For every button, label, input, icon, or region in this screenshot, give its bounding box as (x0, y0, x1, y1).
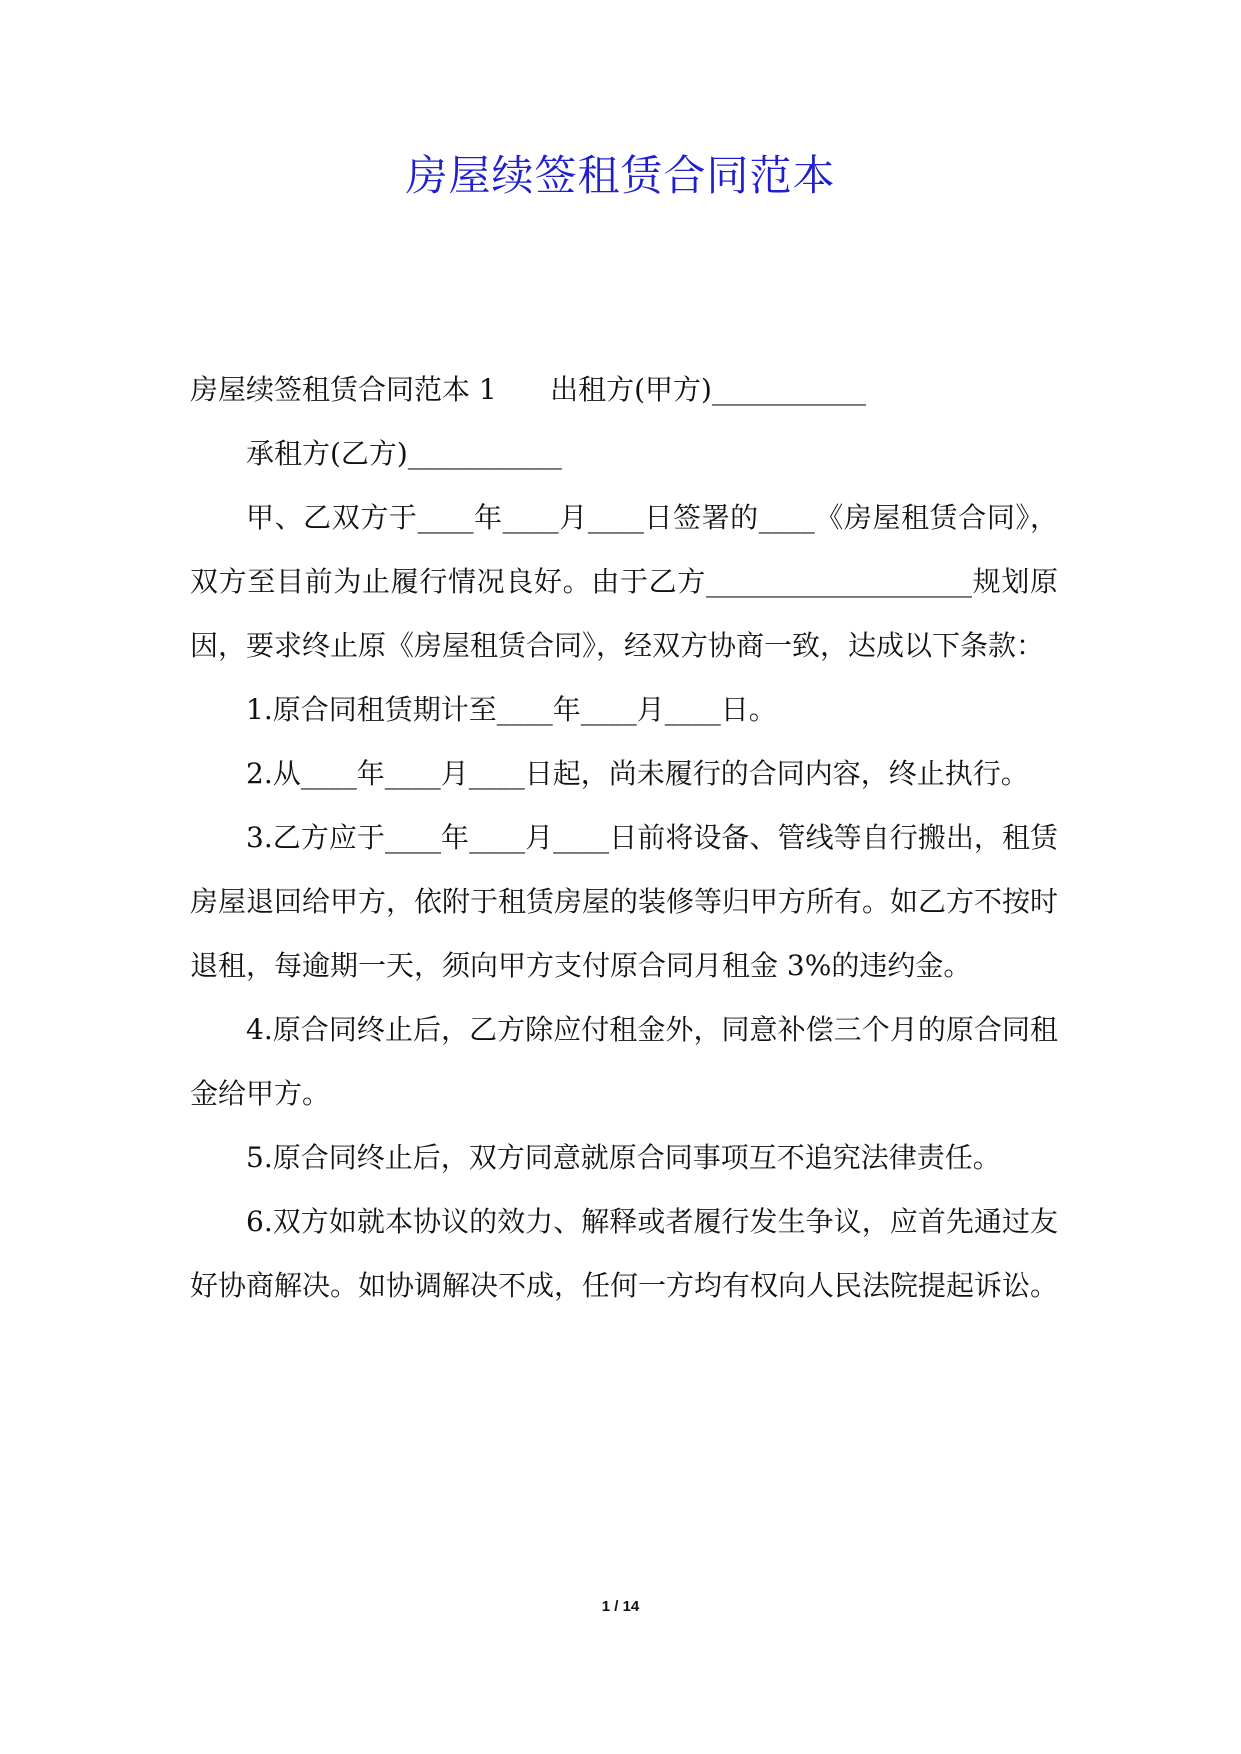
page-number: 1 / 14 (601, 1598, 640, 1615)
clause-1: 1.原合同租赁期计至____年____月____日。 (246, 693, 777, 726)
clause-2: 2.从____年____月____日起，尚未履行的合同内容，终止执行。 (246, 757, 1029, 790)
document-body (190, 358, 1058, 1318)
clause-4: 4.原合同终止后，乙方除应付租金外，同意补偿三个月的原合同租金给甲方。 (190, 1013, 1058, 1110)
paragraph-preamble: 甲、乙双方于____年____月____日签署的____《房屋租赁合同》，双方至目前为止履行情况良好。由于乙方___________________规划原因，要求终止原《房屋租赁合同》，经双方协商一致，达成以下条款： (190, 501, 1058, 662)
paragraph-lessee: 承租方(乙方)___________ (246, 437, 562, 470)
document-title: 房屋续签租赁合同范本 (405, 151, 836, 200)
clause-6: 6.双方如就本协议的效力、解释或者履行发生争议，应首先通过友好协商解决。如协调解决不成，任何一方均有权向人民法院提起诉讼。 (190, 1205, 1059, 1302)
clause-3: 3.乙方应于____年____月____日前将设备、管线等自行搬出，租赁房屋退回给甲方，依附于租赁房屋的装修等归甲方所有。如乙方不按时退租，每逾期一天，须向甲方支付原合同月租金 3%的违约金。 (190, 821, 1059, 982)
clause-5: 5.原合同终止后，双方同意就原合同事项互不追究法律责任。 (246, 1141, 1001, 1174)
paragraph-header-lessor: 房屋续签租赁合同范本 1 出租方(甲方)___________ (190, 373, 866, 406)
